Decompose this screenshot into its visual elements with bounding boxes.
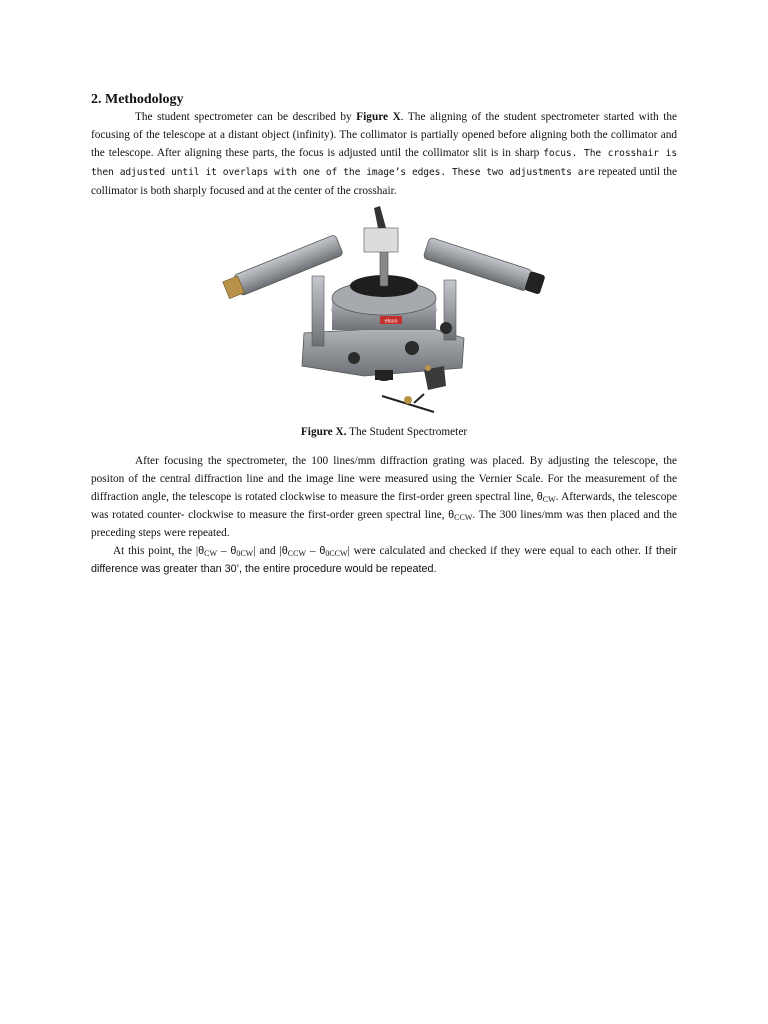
caption-text: The Student Spectrometer — [346, 426, 468, 438]
paragraph-check-sans-part: their difference was greater than 30’, the entire procedure would be repeated. — [91, 545, 677, 575]
adjust-knob — [405, 341, 419, 355]
subscript-0cw: 0CW — [236, 549, 254, 558]
left-pillar — [312, 276, 324, 346]
paragraph-check — [91, 542, 677, 578]
theta-symbol: θ — [536, 491, 543, 503]
paragraph-measurement — [91, 452, 677, 542]
collimator-tube — [222, 234, 343, 300]
subscript-ccw: CCW — [454, 513, 473, 522]
theta-symbol: θ — [319, 545, 326, 557]
paragraph-intro-part3: repeated until the collimator is both sharply focused and at the center of the crosshair. — [91, 166, 677, 197]
subscript-cw: CW — [542, 495, 556, 504]
paragraph-intro-part2: . The aligning of the student spectrometer started with the focusing of the telescope at a distant object (infinity). The collimator is partially opened before aligning both the collimator and the telescope. After aligning these parts, the focus is adjusted until the collimator slit is in sharp — [91, 111, 677, 159]
figure-caption — [0, 426, 768, 438]
paragraph-check-part3: | were calculated and checked if they were equal to each other. If — [347, 545, 656, 557]
subscript-ccw: CCW — [287, 549, 306, 558]
paragraph-check-part2: | and | — [253, 545, 282, 557]
spectrometer-illustration — [214, 198, 554, 420]
dash: – — [306, 545, 320, 557]
theta-symbol: θ — [281, 545, 288, 557]
maker-badge: elsco — [384, 318, 398, 325]
paragraph-measurement-part3: . The 300 lines/mm was then placed and the preceding steps were repeated. — [91, 509, 677, 539]
telescope-tube — [423, 237, 546, 296]
paragraph-measurement-part2: . Afterwards, the telescope was rotated counter- clockwise to measure the first-order green spectral line, — [91, 491, 678, 521]
prism-holder — [364, 228, 398, 252]
paragraph-intro-part1: The student spectrometer can be described by — [135, 111, 357, 123]
caption-label: Figure X. — [300, 426, 347, 438]
paragraph-intro — [91, 108, 677, 200]
theta-symbol: θ — [448, 509, 455, 521]
section-heading: 2. Methodology — [91, 92, 184, 107]
paragraph-intro-mono-part: focus. The crosshair is then adjusted until it overlaps with one of the image’s edges. These two adjustments are — [91, 148, 677, 178]
subscript-0ccw: 0CCW — [325, 549, 348, 558]
dash: – — [217, 545, 231, 557]
figure-reference: Figure X — [356, 111, 401, 123]
theta-symbol: θ — [198, 545, 205, 557]
subscript-cw: CW — [204, 549, 217, 558]
paragraph-check-part1: At this point, the | — [113, 545, 199, 557]
spectrometer-figure — [214, 198, 554, 420]
theta-symbol: θ — [230, 545, 237, 557]
paragraph-measurement-part1: After focusing the spectrometer, the 100 lines/mm diffraction grating was placed. By adjusting the telescope, the positon of the central diffraction line and the image line were measured using the Vernier Scale. For the measurement of the diffraction angle, the telescope is rotated clockwise to measure the first-order green spectral line, — [91, 455, 677, 503]
